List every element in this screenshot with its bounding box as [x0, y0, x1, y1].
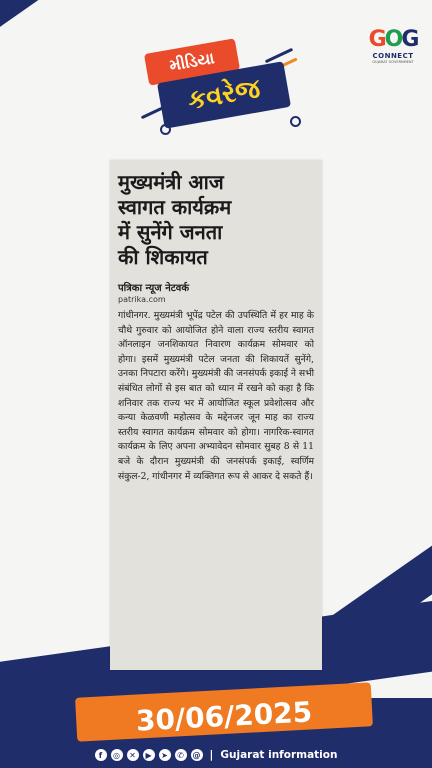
whatsapp-icon[interactable]: ✆ [175, 749, 187, 761]
threads-icon[interactable]: @ [192, 750, 201, 760]
gog-connect-logo [362, 28, 424, 78]
date-text: 30/06/2025 [135, 694, 313, 738]
headline-line: की शिकायत [118, 245, 208, 269]
article-byline: पत्रिका न्यूज नेटवर्क [118, 283, 190, 294]
instagram-icon[interactable]: ◎ [111, 749, 123, 761]
circle-decoration [290, 116, 301, 127]
headline-line: मुख्यमंत्री आज [118, 170, 224, 194]
logo-subtitle: GUJARAT GOVERNMENT [372, 60, 414, 64]
divider: | [209, 749, 214, 761]
newspaper-clipping [110, 160, 322, 670]
telegram-icon[interactable]: ➤ [159, 749, 171, 761]
footer-label: Gujarat information [220, 749, 338, 761]
coverage-tag: કવરેજ [157, 61, 291, 129]
logo-mark: GOG [368, 27, 418, 52]
headline-line: में सुनेंगे जनता [118, 220, 223, 244]
headline-line: स्वागत कार्यक्रम [118, 195, 232, 219]
media-tag: મીડિયા [144, 38, 240, 85]
logo-name: CONNECT [372, 52, 414, 60]
youtube-icon[interactable]: ▶ [143, 749, 155, 761]
facebook-icon[interactable]: f [95, 749, 107, 761]
x-icon[interactable]: ✕ [127, 749, 139, 761]
article-body: गांधीनगर. मुख्यमंत्री भूपेंद्र पटेल की उपस्थिति में हर माह के चौथे गुरुवार को आयोजित होने वाला राज्य स्तरीय स्वागत ऑनलाइन जनशिकायत निवारण कार्यक्रम सोमवार को होगा। इसमें मुख्यमंत्री पटेल जनता की शिकायतें सुनेंगे, उनका निपटारा करेंगे। मुख्यमंत्री की जनसंपर्क इकाई ने सभी संबंधित लोगों से इस बात को ध्यान में रखने को कहा है कि शनिवार तक राज्य भर में आयोजित स्कूल प्रवेशोत्सव और कन्या केळवणी महोत्सव के मद्देनजर जून माह का राज्य स्तरीय स्वागत कार्यक्रम सोमवार को होगा। नागरिक-स्वागत कार्यक्रम के लिए अपना अभ्यावेदन सोमवार सुबह 8 से 11 बजे के दौरान मुख्यमंत्री की जनसंपर्क इकाई, स्वर्णिम संकुल-2, गांधीनगर में व्यक्तिगत रूप से आकर दे सकते हैं। [118, 310, 314, 482]
corner-band-top-left [0, 0, 129, 51]
article-source: patrika.com [118, 295, 166, 304]
footer [0, 745, 432, 765]
article-headline [118, 170, 314, 270]
